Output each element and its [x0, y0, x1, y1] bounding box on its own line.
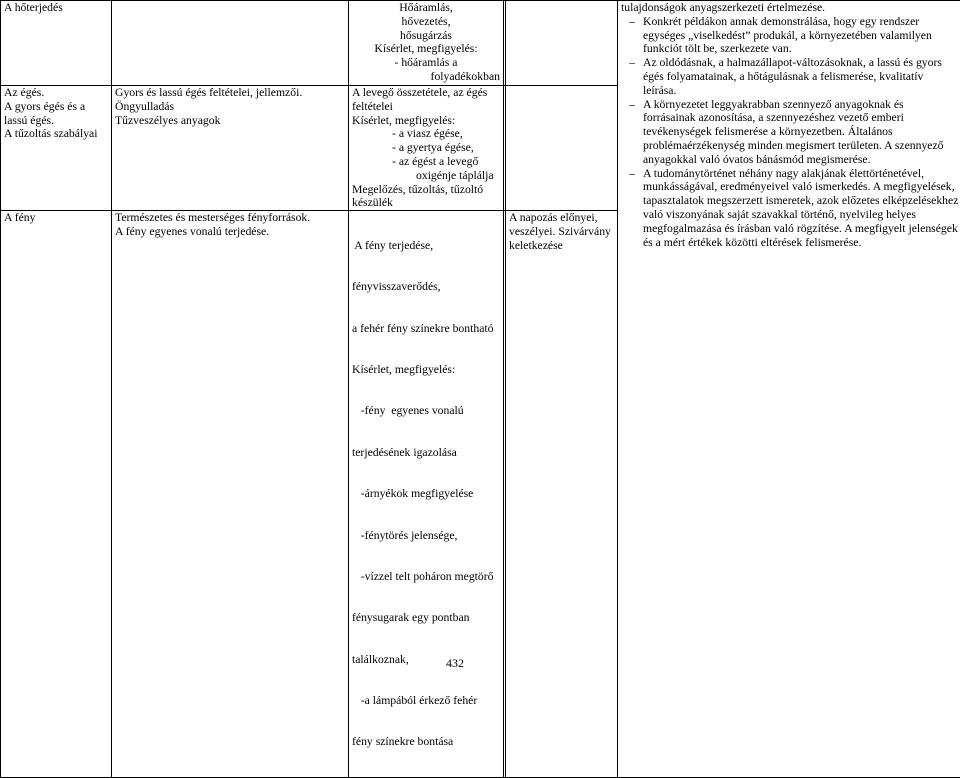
requirement-line: problémaérzékenység minden megismert területen. A szennyező	[621, 139, 958, 153]
connection-cell	[506, 86, 618, 211]
activity-line: -a lámpából érkező fehér	[352, 694, 500, 708]
activity-line: -fénytörés jelensége,	[352, 529, 500, 543]
activity-line: feltételei	[352, 100, 500, 114]
content-line: Öngyulladás	[115, 100, 345, 114]
requirement-line: – Az oldódásnak, a halmazállapot-változásoknak, a lassú és gyors	[621, 56, 958, 70]
activity-line: fény színekre bontása	[352, 735, 500, 749]
activity-line: hősugárzás	[352, 29, 500, 43]
topic-cell	[1, 86, 112, 211]
requirement-line: munkásságával, eredményeivel való ismerkedés. A megfigyelések,	[621, 180, 958, 194]
activity-line: terjedésének igazolása	[352, 446, 500, 460]
activity-line: folyadékokban	[352, 70, 500, 84]
activity-line: Hőáramlás,	[352, 1, 500, 15]
content-line: A fény egyenes vonalú terjedése.	[115, 225, 345, 239]
activity-line: oxigénje táplálja	[352, 169, 500, 183]
table-row-hoterjedes	[1, 1, 960, 86]
connection-cell	[506, 1, 618, 86]
topic-line: A tűzoltás szabályai	[4, 127, 108, 141]
content-line: Természetes és mesterséges fényforrások.	[115, 211, 345, 225]
connection-line: A napozás előnyei,	[509, 211, 614, 225]
topic-title: A hőterjedés	[4, 1, 108, 15]
activity-line: A fény terjedése,	[352, 239, 500, 253]
requirement-line: anyagokkal való óvatos bánásmód megismerése.	[621, 153, 958, 167]
requirement-line: megfogalmazása és írásban való rögzítése. A megfigyelt jelenségek	[621, 222, 958, 236]
topic-line: lassú égés.	[4, 114, 108, 128]
requirement-line: leírása.	[621, 84, 958, 98]
activity-line: Megelőzés, tűzoltás, tűzoltó	[352, 183, 500, 197]
activity-cell	[349, 1, 504, 86]
requirement-line: és a mért értékek közötti eltérések felismerése.	[621, 236, 958, 250]
activity-line: Kísérlet, megfigyelés:	[352, 363, 500, 377]
activity-line: fényvisszaverődés,	[352, 280, 500, 294]
activity-line: találkoznak,	[352, 653, 500, 667]
activity-line: Kísérlet, megfigyelés:	[352, 114, 500, 128]
topic-line: A fény	[4, 211, 108, 225]
page-number: 432	[446, 656, 464, 671]
activity-line: - az égést a levegő	[352, 155, 500, 169]
activity-line: -vízzel telt poháron megtörő	[352, 570, 500, 584]
activity-line: a fehér fény színekre bontható	[352, 322, 500, 336]
activity-line: készülék	[352, 196, 500, 210]
requirement-line: egységes „viselkedést” produkál, a környezetében valamilyen	[621, 29, 958, 43]
requirement-line: tulajdonságok anyagszerkezeti értelmezése.	[621, 1, 958, 15]
requirement-line: tapasztalatok megszerzett ismeretek, azok előzetes elképzelésekhez	[621, 194, 958, 208]
requirement-line: forrásainak azonosítása, a szennyezéshez vezető emberi	[621, 111, 958, 125]
connection-line: keletkezése	[509, 239, 614, 253]
activity-line: fénysugarak egy pontban	[352, 611, 500, 625]
topic-line: Az égés.	[4, 86, 108, 100]
content-line: Gyors és lassú égés feltételei, jellemzői.	[115, 86, 345, 100]
requirement-line: – A tudománytörténet néhány nagy alakjának élettörténetével,	[621, 167, 958, 181]
activity-line: - a gyertya égése,	[352, 141, 500, 155]
content-cell	[112, 1, 349, 86]
activity-line: Kísérlet, megfigyelés:	[352, 42, 500, 56]
topic-cell	[1, 211, 112, 778]
content-cell	[112, 86, 349, 211]
activity-line: hővezetés,	[352, 15, 500, 29]
activity-line: -fény egyenes vonalú	[352, 404, 500, 418]
requirement-line: funkciót tölt be, szerkezete van.	[621, 42, 958, 56]
content-line: Tűzveszélyes anyagok	[115, 114, 345, 128]
connection-cell	[506, 211, 618, 778]
content-cell	[112, 211, 349, 778]
topic-cell	[1, 1, 112, 86]
requirement-line: égés folyamatainak, a hőtágulásnak a felismerése, kvalitatív	[621, 70, 958, 84]
requirement-line: való viszonyának saját szavakkal történő, nyelvileg helyes	[621, 208, 958, 222]
activity-line: -árnyékok megfigyelése	[352, 487, 500, 501]
requirements-cell	[618, 1, 960, 778]
activity-line: - a viasz égése,	[352, 127, 500, 141]
topic-line: A gyors égés és a	[4, 100, 108, 114]
requirement-line: tevékenységek felismerése a környezetben. Általános	[621, 125, 958, 139]
activity-cell	[349, 211, 504, 778]
activity-line: A levegő összetétele, az égés	[352, 86, 500, 100]
activity-line: - hőáramlás a	[352, 56, 500, 70]
connection-line: veszélyei. Szivárvány	[509, 225, 614, 239]
activity-cell	[349, 86, 504, 211]
requirement-line: – Konkrét példákon annak demonstrálása, hogy egy rendszer	[621, 15, 958, 29]
requirement-line: – A környezetet leggyakrabban szennyező anyagoknak és	[621, 98, 958, 112]
